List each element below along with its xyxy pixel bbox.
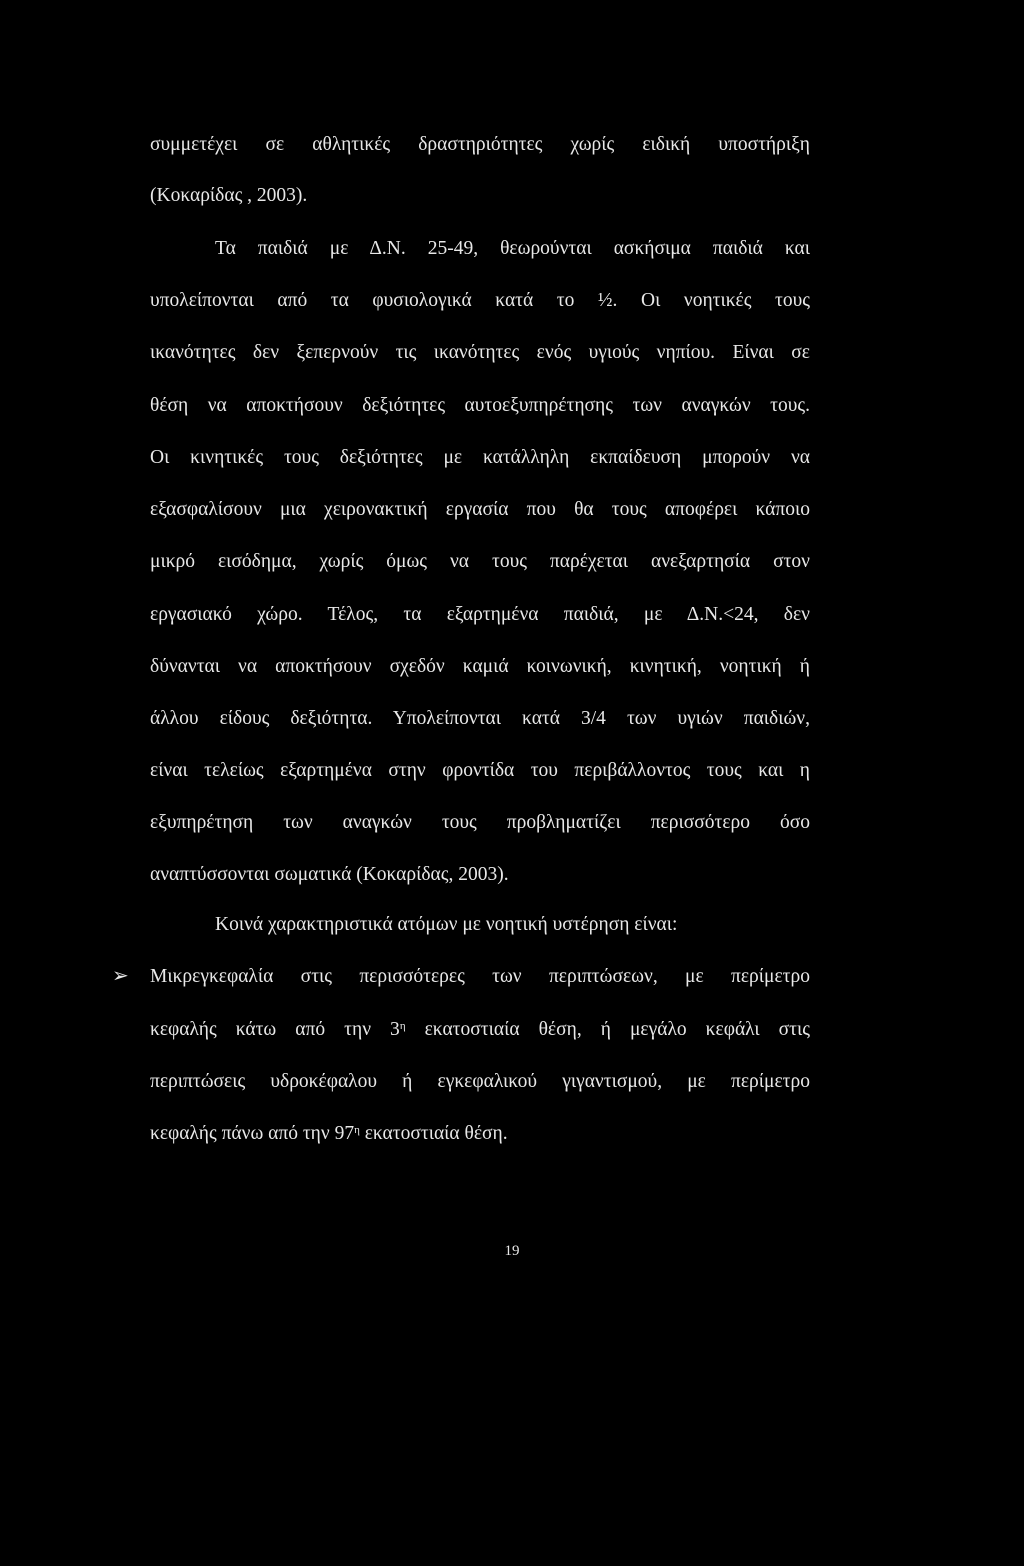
paragraph-line: αναπτύσσονται σωματικά (Κοκαρίδας, 2003). [150, 864, 509, 885]
paragraph-line: Οι κινητικές τους δεξιότητες με κατάλληλη εκπαίδευση μπορούν να [150, 447, 810, 468]
paragraph-line: Τα παιδιά με Δ.Ν. 25-49, θεωρούνται ασκήσιμα παιδιά και [215, 238, 810, 259]
bullet-line [150, 1121, 810, 1147]
ordinal-superscript: η [354, 1124, 360, 1136]
paragraph-line: δύνανται να αποκτήσουν σχεδόν καμιά κοινωνική, κινητική, νοητική ή [150, 656, 810, 677]
bullet-text: κεφαλής κάτω από την 3 [150, 1019, 400, 1040]
paragraph-line: θέση να αποκτήσουν δεξιότητες αυτοεξυπηρέτησης των αναγκών τους. [150, 395, 810, 416]
paragraph-line: συμμετέχει σε αθλητικές δραστηριότητες χωρίς ειδική υποστήριξη [150, 134, 810, 155]
paragraph-line: είναι τελείως εξαρτημένα στην φροντίδα του περιβάλλοντος τους και η [150, 760, 810, 781]
paragraph-line: μικρό εισόδημα, χωρίς όμως να τους παρέχεται ανεξαρτησία στον [150, 551, 810, 572]
bullet-line [150, 1017, 810, 1043]
bullet-text: κεφαλής πάνω από την 97 [150, 1123, 355, 1144]
paragraph-line: ικανότητες δεν ξεπερνούν τις ικανότητες ενός υγιούς νηπίου. Είναι σε [150, 342, 810, 363]
ordinal-superscript: η [399, 1020, 406, 1032]
bullet-line: Μικρεγκεφαλία στις περισσότερες των περιπτώσεων, με περίμετρο [150, 966, 810, 987]
bullet-line: περιπτώσεις υδροκέφαλου ή εγκεφαλικού γιγαντισμού, με περίμετρο [150, 1071, 810, 1092]
page-number: 19 [504, 1243, 520, 1259]
paragraph-line: εξυπηρέτηση των αναγκών τους προβληματίζει περισσότερο όσο [150, 812, 810, 833]
paragraph-line: εργασιακό χώρο. Τέλος, τα εξαρτημένα παιδιά, με Δ.Ν.<24, δεν [150, 604, 810, 625]
paragraph-line: άλλου είδους δεξιότητα. Υπολείπονται κατά 3/4 των υγιών παιδιών, [150, 708, 810, 729]
bullet-text: εκατοστιαία θέση. [359, 1123, 508, 1144]
paragraph-line: (Κοκαρίδας , 2003). [150, 185, 308, 206]
paragraph-line: υπολείπονται από τα φυσιολογικά κατά το ½. Οι νοητικές τους [150, 290, 810, 311]
paragraph-line: εξασφαλίσουν μια χειρονακτική εργασία που θα τους αποφέρει κάποιο [150, 499, 810, 520]
list-intro: Κοινά χαρακτηριστικά ατόμων με νοητική υστέρηση είναι: [215, 914, 678, 935]
arrow-bullet-icon: ➢ [112, 963, 129, 987]
bullet-text: εκατοστιαία θέση, ή μεγάλο κεφάλι στις [405, 1019, 810, 1040]
